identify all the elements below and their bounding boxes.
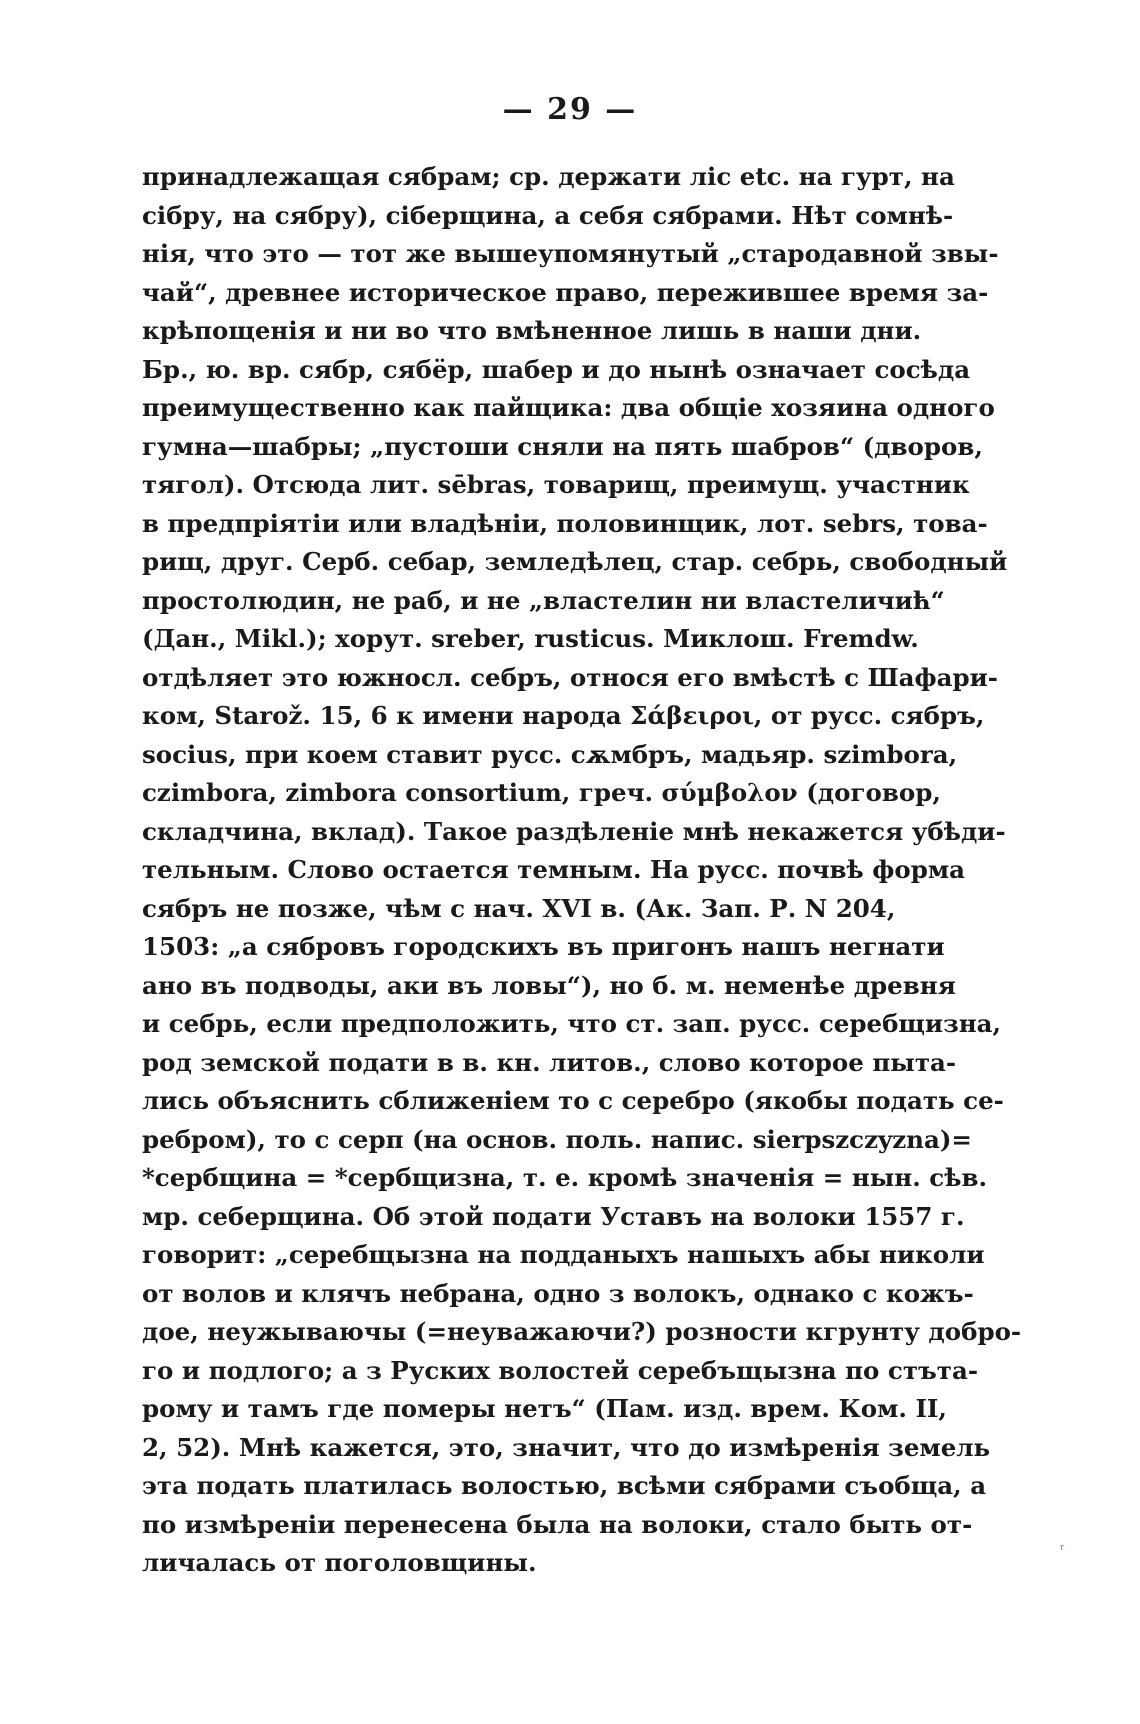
text-line: czimbora, zimbora consortium, греч. σύμβολον (договор, xyxy=(142,778,941,807)
text-line: ком, Starož. 15, 6 к имени народа Σάβειροι, от русс. сябръ, xyxy=(142,701,985,730)
text-line: простолюдин, не раб, и не „властелин ни властеличић“ xyxy=(142,585,945,615)
text-line: нія, что это — тот же вышеупомянутый „стародавной звы- xyxy=(142,239,999,268)
text-line: тельным. Слово остается темным. На русс. почвѣ форма xyxy=(142,855,965,884)
body-text xyxy=(142,158,1022,1583)
text-line: тягол). Отсюда лит. sēbras, товарищ, преимущ. участник xyxy=(142,470,970,499)
text-line: складчина, вклад). Такое раздѣленіе мнѣ некажется убѣди- xyxy=(142,816,1006,846)
text-line: отдѣляет это южносл. себръ, относя его вмѣстѣ с Шафари- xyxy=(142,662,998,692)
text-line: сябръ не позже, чѣм с нач. XVI в. (Ак. Зап. Р. N 204, xyxy=(142,893,896,923)
text-line: ребром), то с серп (на основ. поль. напис. sierpszczyzna)= xyxy=(142,1124,972,1154)
text-line: го и подлого; а з Руских волостей серебъщызна по стъта- xyxy=(142,1355,979,1385)
text-line: рищ, друг. Серб. себар, земледѣлец, стар. себрь, свободный xyxy=(142,547,1008,576)
text-line: рому и тамъ где померы нетъ“ (Пам. изд. врем. Ком. II, xyxy=(142,1394,947,1423)
text-line: эта подать платилась волостью, всѣми сябрами съобща, а xyxy=(142,1471,987,1500)
text-line: от волов и клячъ небрана, одно з волокъ, однако с кожъ- xyxy=(142,1278,974,1308)
text-line: мр. себерщина. Об этой подати Уставъ на волоки 1557 г. xyxy=(142,1201,965,1231)
text-line: сібру, на сябру), сіберщина, а себя сябрами. Нѣт сомнѣ- xyxy=(142,200,954,230)
text-line: *сербщина = *сербщизна, т. е. кромѣ значенія = нын. сѣв. xyxy=(142,1163,987,1192)
text-line: гумна—шабры; „пустоши сняли на пять шабров“ (дворов, xyxy=(142,431,983,461)
text-line: 2, 52). Мнѣ кажется, это, значит, что до измѣренія земель xyxy=(142,1432,991,1462)
text-line: ано въ подводы, аки въ ловы“), но б. м. неменѣе древня xyxy=(142,970,956,1000)
text-line: дое, неужываючы (=неуважаючи?) розности кгрунту добро- xyxy=(142,1317,1022,1346)
text-line: лись объяснить сближеніем то с серебро (якобы подать се- xyxy=(142,1086,1004,1115)
text-line: 1503: „а сябровъ городскихъ въ пригонъ нашъ негнати xyxy=(142,932,945,961)
page-number: — 29 — xyxy=(502,92,638,127)
text-line: преимущественно как пайщика: два общіе хозяина одного xyxy=(142,393,995,422)
text-line: личалась от поголовщины. xyxy=(142,1548,537,1577)
text-line: в предпріятіи или владѣніи, половинщик, лот. sebrs, това- xyxy=(142,508,988,538)
text-line: Бр., ю. вр. сябр, сябёр, шабер и до нынѣ означает сосѣда xyxy=(142,354,971,384)
text-line: socius, при коем ставит русс. сѫмбръ, мадьяр. szimbora, xyxy=(142,739,958,769)
text-line: говорит: „серебщызна на подданыхъ нашыхъ абы николи xyxy=(142,1240,985,1269)
text-line: принадлежащая сябрам; ср. держати ліс etc. на гурт, на xyxy=(142,162,955,191)
text-line: чай“, древнее историческое право, пережившее время за- xyxy=(142,277,989,307)
text-line: по измѣреніи перенесена была на волоки, стало быть от- xyxy=(142,1509,973,1539)
text-line: и себрь, если предположить, что ст. зап. русс. серебщизна, xyxy=(142,1009,1002,1038)
paper-speck: ʳ xyxy=(1060,1542,1065,1558)
text-line: род земской подати в в. кн. литов., слово которое пыта- xyxy=(142,1047,957,1077)
text-line: крѣпощенія и ни во что вмѣненное лишь в наши дни. xyxy=(142,316,922,345)
text-line: (Дан., Mikl.); хорут. sreber, rusticus. Миклош. Fremdw. xyxy=(142,624,919,653)
